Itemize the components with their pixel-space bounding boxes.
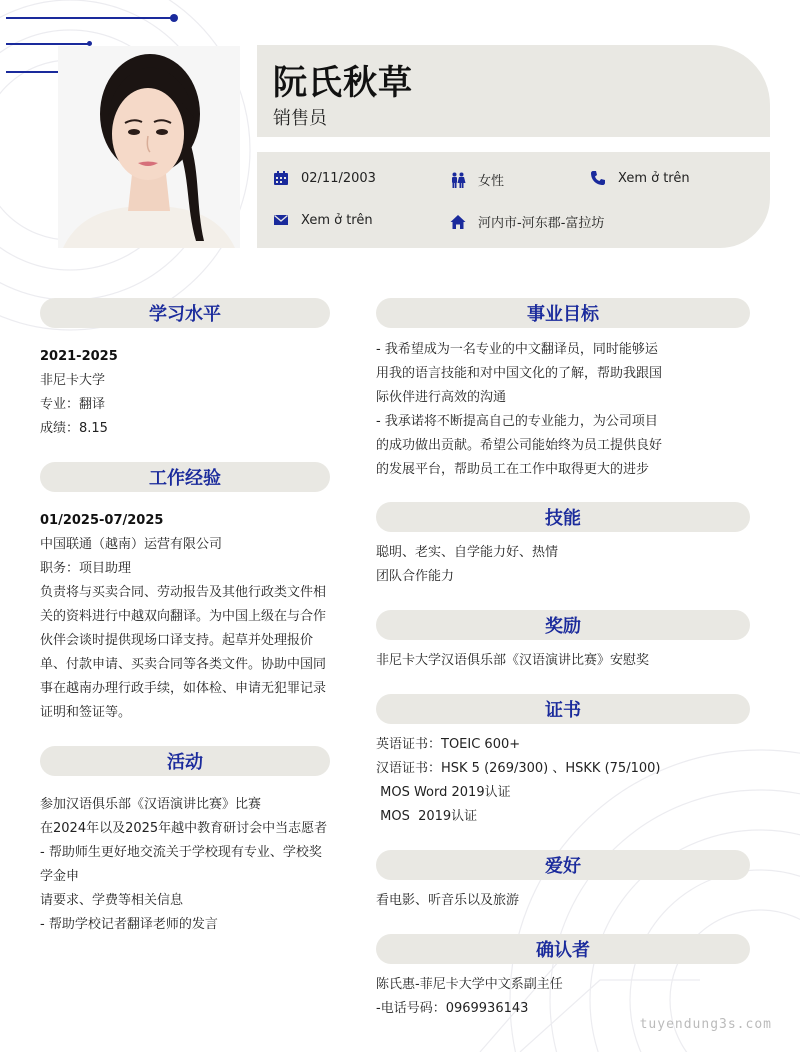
objective-line: 的成功做出贡献。希望公司能始终为员工提供良好 <box>376 438 663 453</box>
experience-line: 单、付款申请、买卖合同等各类文件。协助中国同 <box>40 657 327 672</box>
decor-line-3 <box>6 71 62 73</box>
referee-heading: 确认者 <box>376 934 750 964</box>
activity-line: 学金申 <box>40 869 80 884</box>
gender-icon <box>450 172 466 188</box>
home-icon <box>450 214 466 230</box>
referee-line: -电话号码：0969936143 <box>376 1001 529 1016</box>
award-line: 非尼卡大学汉语俱乐部《汉语演讲比赛》安慰奖 <box>376 653 650 668</box>
phone-item <box>590 170 690 186</box>
gender-text: 女性 <box>478 174 505 189</box>
decor-line-1 <box>6 17 174 19</box>
skill-line: 团队合作能力 <box>376 569 455 584</box>
phone-text: Xem ở trên <box>618 170 690 186</box>
education-period: 2021-2025 <box>40 349 118 364</box>
objective-line: 用我的语言技能和对中国文化的了解，帮助我跟国 <box>376 366 663 381</box>
awards-heading: 奖励 <box>376 610 750 640</box>
birthdate-item <box>273 170 376 186</box>
activities-heading: 活动 <box>40 746 330 776</box>
referee-line: 陈氏惠-菲尼卡大学中文系副主任 <box>376 977 563 992</box>
education-score: 成绩：8.15 <box>40 421 108 436</box>
calendar-icon <box>273 170 289 186</box>
experience-line: 关的资料进行中越双向翻译。为中国上级在与合作 <box>40 609 327 624</box>
experience-line: 证明和签证等。 <box>40 705 132 720</box>
address-item <box>450 212 604 231</box>
candidate-name: 阮氏秋草 <box>273 63 413 103</box>
address-text: 河内市-河东郡-富拉坊 <box>478 216 605 231</box>
experience-position: 职务：项目助理 <box>40 561 132 576</box>
education-school: 非尼卡大学 <box>40 373 106 388</box>
objective-line: 的发展平台，帮助员工在工作中取得更大的进步 <box>376 462 650 477</box>
skills-heading: 技能 <box>376 502 750 532</box>
email-icon <box>273 212 289 228</box>
certificate-line: 汉语证书：HSK 5 (269/300) 、HSKK (75/100) <box>376 761 661 776</box>
certificate-line: MOS Word 2019认证 <box>376 785 511 800</box>
education-major: 专业：翻译 <box>40 397 106 412</box>
hobby-line: 看电影、听音乐以及旅游 <box>376 893 520 908</box>
skill-line: 聪明、老实、自学能力好、热情 <box>376 545 559 560</box>
activity-line: 在2024年以及2025年越中教育研讨会中当志愿者 <box>40 821 328 836</box>
objective-line: - 我承诺将不断提高自己的专业能力，为公司项目 <box>376 414 658 429</box>
decor-dot-1 <box>170 14 178 22</box>
profile-photo <box>58 46 240 248</box>
objective-line: 际伙伴进行高效的沟通 <box>376 390 507 405</box>
experience-company: 中国联通（越南）运营有限公司 <box>40 537 223 552</box>
decor-line-2 <box>6 43 90 45</box>
experience-line: 负责将与买卖合同、劳动报告及其他行政类文件相 <box>40 585 327 600</box>
watermark: tuyendung3s.com <box>639 1017 772 1032</box>
certificate-line: 英语证书：TOEIC 600+ <box>376 737 521 752</box>
certificates-heading: 证书 <box>376 694 750 724</box>
activity-line: - 帮助学校记者翻译老师的发言 <box>40 917 218 932</box>
name-panel <box>257 45 770 137</box>
candidate-role: 销售员 <box>273 108 327 129</box>
objective-heading: 事业目标 <box>376 298 750 328</box>
activity-line: 请要求、学费等相关信息 <box>40 893 184 908</box>
hobbies-heading: 爱好 <box>376 850 750 880</box>
activity-line: 参加汉语俱乐部《汉语演讲比赛》比赛 <box>40 797 262 812</box>
phone-icon <box>590 170 606 186</box>
contact-panel <box>257 152 770 248</box>
activity-line: - 帮助师生更好地交流关于学校现有专业、学校奖 <box>40 845 322 860</box>
email-text: Xem ở trên <box>301 212 373 228</box>
gender-item <box>450 170 504 189</box>
birthdate-text: 02/11/2003 <box>301 170 376 186</box>
experience-line: 事在越南办理行政手续，如体检、申请无犯罪记录 <box>40 681 327 696</box>
experience-period: 01/2025-07/2025 <box>40 513 164 528</box>
certificate-line: MOS 2019认证 <box>376 809 478 824</box>
education-heading: 学习水平 <box>40 298 330 328</box>
experience-line: 伙伴会谈时提供现场口译支持。起草并处理报价 <box>40 633 314 648</box>
experience-heading: 工作经验 <box>40 462 330 492</box>
objective-line: - 我希望成为一名专业的中文翻译员，同时能够运 <box>376 342 658 357</box>
email-item <box>273 212 373 228</box>
